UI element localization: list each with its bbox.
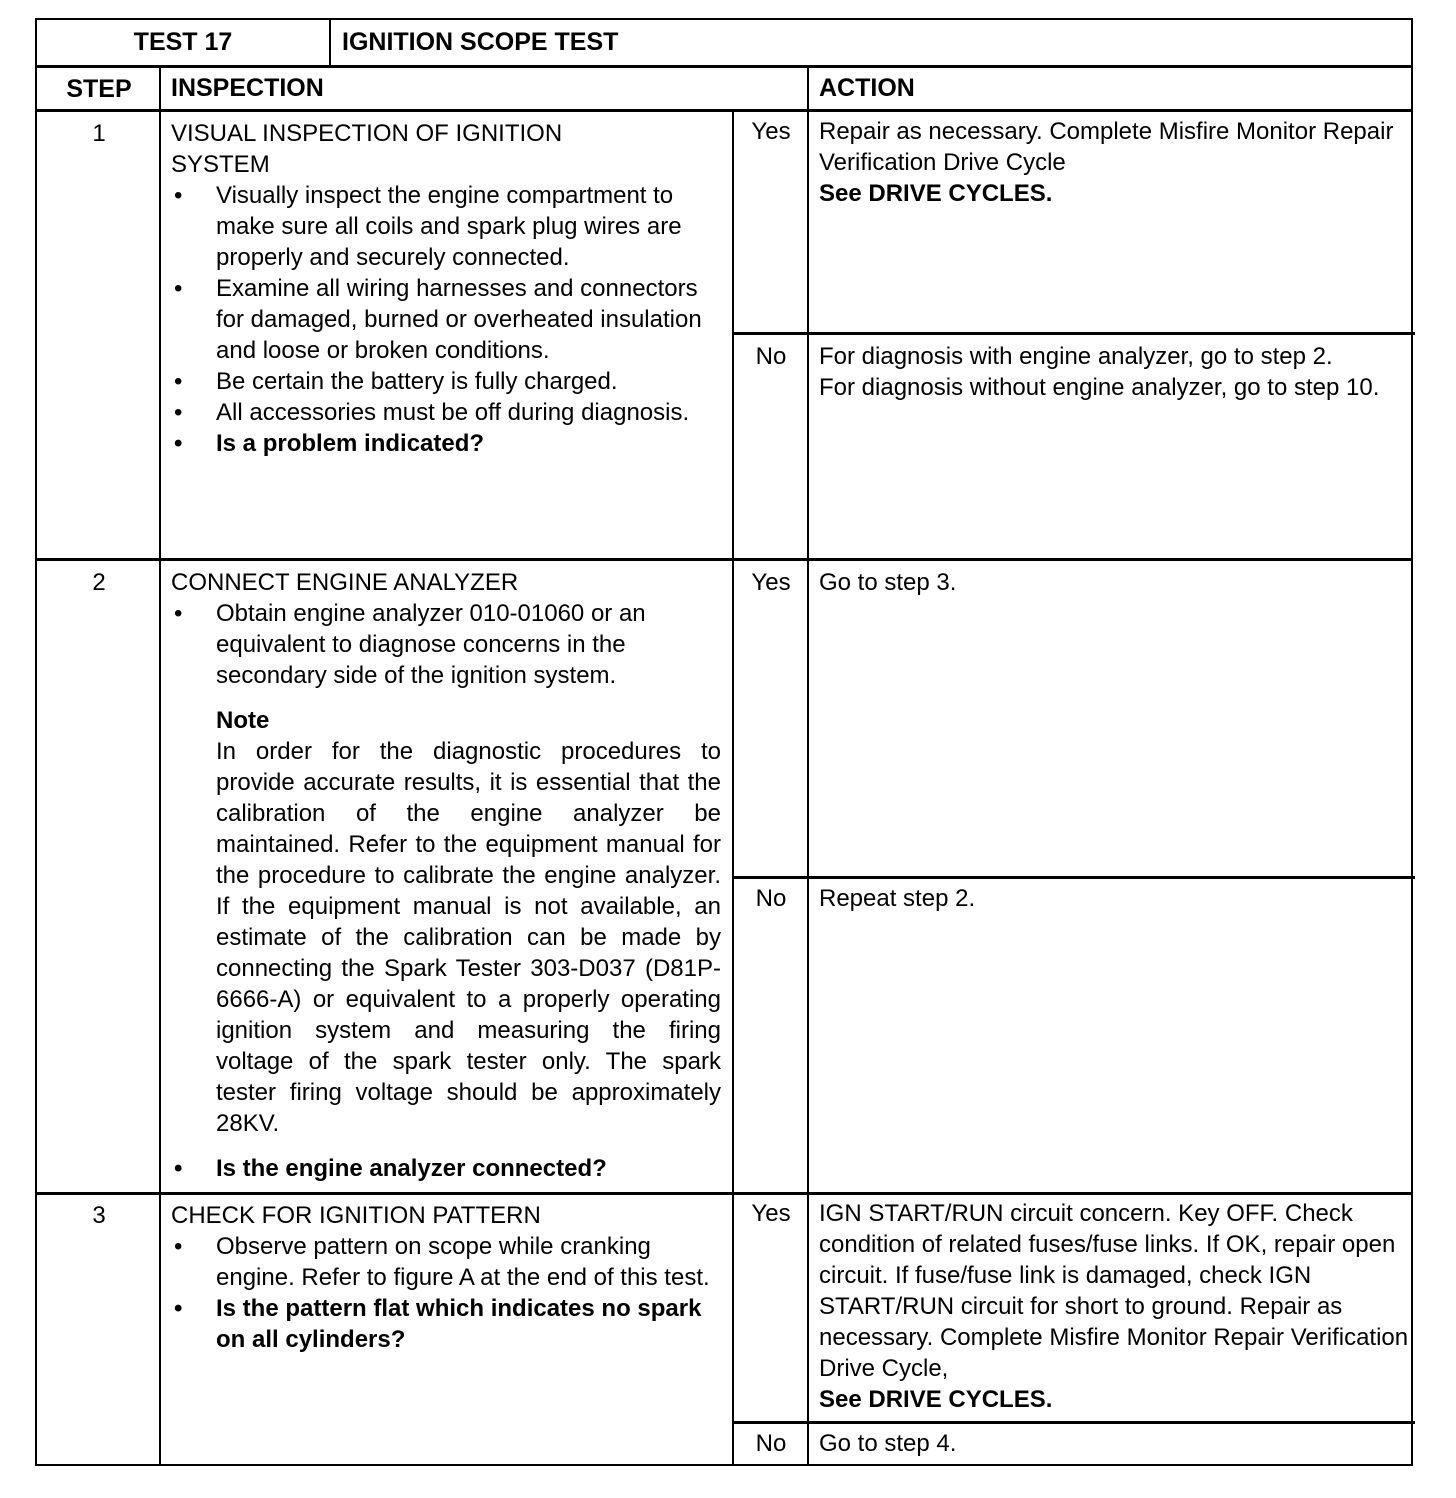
step-3-title: CHECK FOR IGNITION PATTERN [171,1202,541,1229]
list-item [171,180,726,273]
list-item [171,598,721,691]
step-2-no-label: No [755,885,787,912]
step-3-yes-action [819,1198,1409,1415]
step-separator-1 [37,558,1411,561]
bullet-text: All accessories must be off during diagnosis. [216,399,690,426]
bullet-text: Be certain the battery is fully charged. [216,368,618,395]
column-header-step: STEP [66,75,132,103]
test-title: IGNITION SCOPE TEST [342,28,619,56]
step-1-yes-action-ref: See DRIVE CYCLES. [819,180,1053,207]
bullet-icon: • [174,430,183,457]
bullet-icon: • [174,600,183,627]
step-1-no-action-line2: For diagnosis without engine analyzer, go to step 10. [819,374,1380,401]
title-row [37,20,1411,68]
step-1-inspection [171,118,726,459]
step-2-question [171,1153,721,1184]
bullet-question: Is the pattern flat which indicates no spark on all cylinders? [216,1295,702,1353]
step-3-no-action: Go to step 4. [819,1430,957,1457]
step-3-yes-label: Yes [751,1200,791,1227]
bullet-question: Is a problem indicated? [216,430,485,457]
divider-step [159,68,161,1466]
step-3-inspection [171,1200,726,1355]
step-2-inspection [171,567,721,1184]
bullet-icon: • [174,275,183,302]
step-number-1: 1 [92,120,106,147]
bullet-icon: • [174,1295,183,1322]
bullet-text: Visually inspect the engine compartment to make sure all coils and spark plug wires are properly and securely connected. [216,182,682,271]
step-1-title-line1: VISUAL INSPECTION OF IGNITION [171,120,563,147]
yes-no-separator-3 [732,1421,1415,1424]
list-item [171,1293,726,1355]
step-number-3: 3 [92,1202,106,1229]
bullet-icon: • [174,182,183,209]
step-1-yes-action-text: Repair as necessary. Complete Misfire Monitor Repair Verification Drive Cycle [819,118,1394,176]
yes-no-separator-1 [732,332,1415,335]
list-item [171,397,726,428]
step-1-no-label: No [755,343,787,370]
step-3-no-label: No [755,1430,787,1457]
test-number: TEST 17 [37,20,331,65]
step-1-no-action [819,341,1404,403]
step-2-no-action: Repeat step 2. [819,885,976,912]
bullet-text: Examine all wiring harnesses and connectors for damaged, burned or overheated insulation and loose or broken conditions. [216,275,702,364]
step-number-2: 2 [92,569,106,596]
step-2-yes-action: Go to step 3. [819,569,957,596]
test-table [35,18,1413,1466]
step-2-title: CONNECT ENGINE ANALYZER [171,569,519,596]
bullet-text: Observe pattern on scope while cranking engine. Refer to figure A at the end of this test. [216,1233,710,1291]
bullet-icon: • [174,1155,183,1182]
step-2-yes-label: Yes [751,569,791,596]
column-header-action: ACTION [819,74,915,102]
divider-inspection [732,112,734,1466]
bullet-question: Is the engine analyzer connected? [216,1155,607,1182]
list-item [171,366,726,397]
list-item [171,1153,721,1184]
bullet-icon: • [174,368,183,395]
step-separator-2 [37,1192,1411,1195]
step-1-bullets [171,180,726,459]
step-1-yes-label: Yes [751,118,791,145]
step-3-bullets [171,1231,726,1355]
bullet-icon: • [174,399,183,426]
step-3-yes-action-text: IGN START/RUN circuit concern. Key OFF. Check condition of related fuses/fuse links. If OK, repair open circuit. If fuse/fuse link is damaged, check IGN START/RUN circuit for short to ground. Repair as necessary. Complete Misfire Monitor Repair Verification Drive Cycle, [819,1200,1409,1382]
list-item [171,1231,726,1293]
column-header-row [37,68,1411,112]
step-2-bullets [171,598,721,691]
note-text: In order for the diagnostic procedures to provide accurate results, it is essential that the calibration of the engine analyzer be maintained. Refer to the equipment manual for the procedure to calibrate the engine analyzer. If the equipment manual is not available, an estimate of the calibration can be made by connecting the Spark Tester 303-D037 (D81P-6666-A) or equivalent to a properly operating ignition system and measuring the firing voltage of the spark tester only. The spark tester firing voltage should be approximately 28KV. [216,738,721,1137]
bullet-icon: • [174,1233,183,1260]
step-1-title-line2: SYSTEM [171,151,270,178]
divider-action [807,68,809,1466]
step-1-no-action-line1: For diagnosis with engine analyzer, go to step 2. [819,343,1333,370]
step-1-yes-action [819,116,1404,209]
bullet-text: Obtain engine analyzer 010-01060 or an equivalent to diagnose concerns in the secondary side of the ignition system. [216,600,646,689]
list-item [171,428,726,459]
list-item [171,273,726,366]
note-title: Note [216,707,270,734]
yes-no-separator-2 [732,876,1415,879]
step-3-yes-action-ref: See DRIVE CYCLES. [819,1386,1053,1413]
step-2-note [171,705,721,1139]
column-header-inspection: INSPECTION [171,74,324,102]
